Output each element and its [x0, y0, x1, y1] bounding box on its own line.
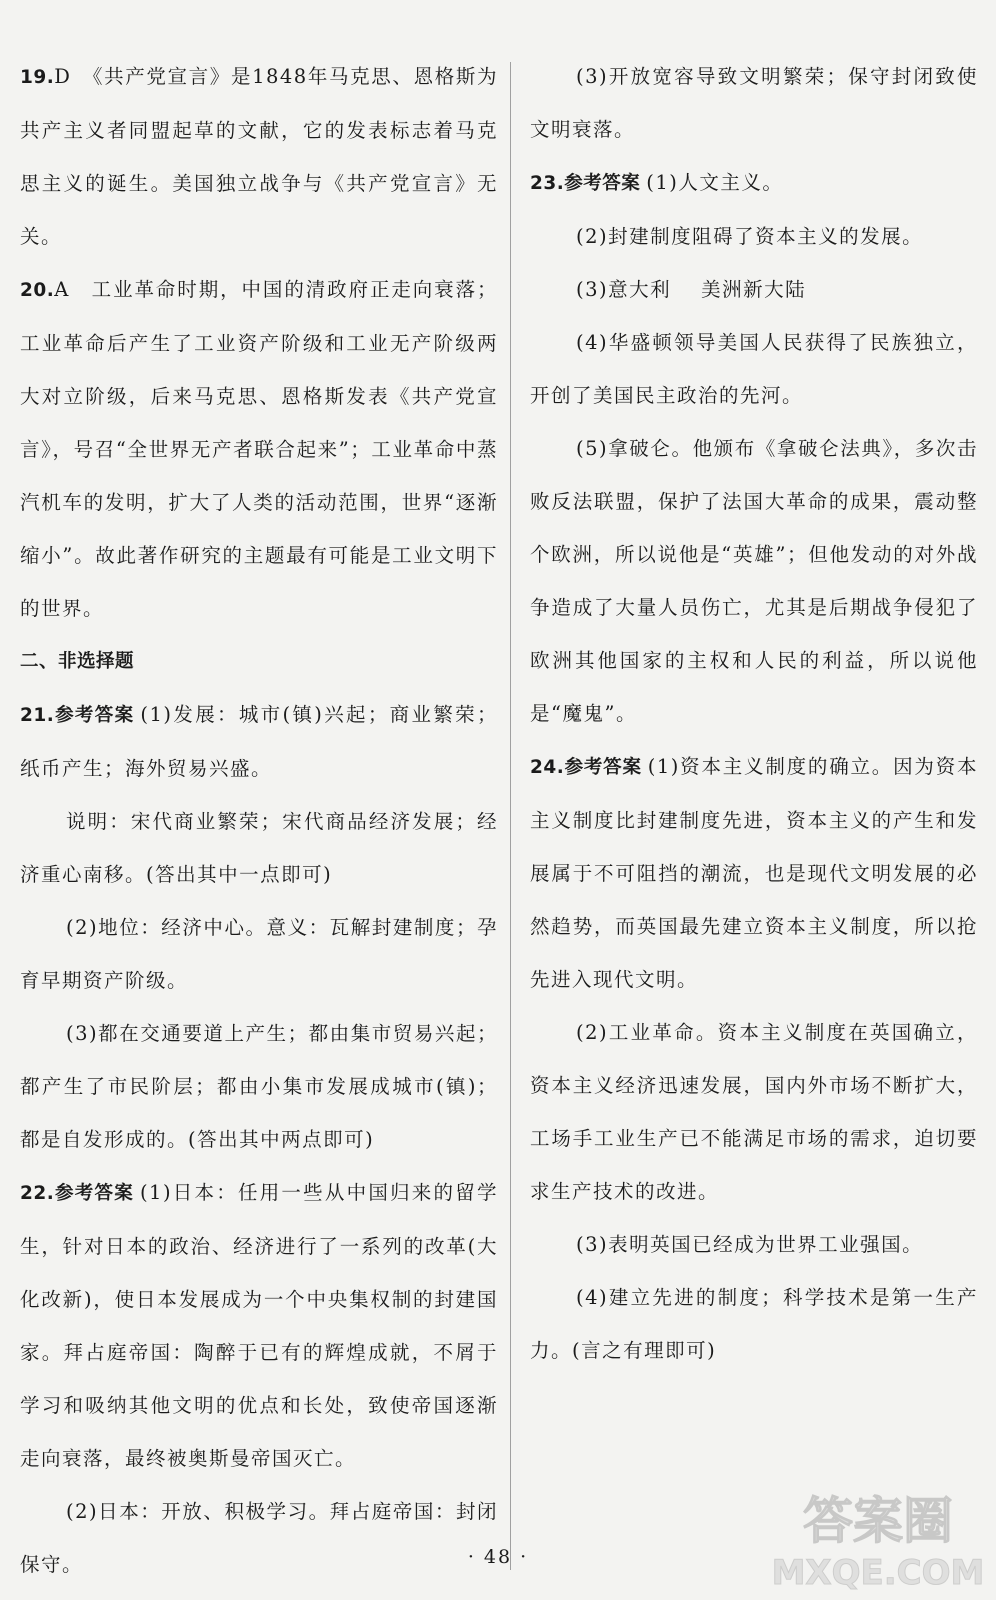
q22-part2: (2)日本：开放、积极学习。拜占庭帝国：封闭保守。	[20, 1500, 498, 1576]
q24-part3: (3)表明英国已经成为世界工业强国。	[576, 1233, 924, 1256]
section-heading: 二、非选择题	[20, 651, 135, 672]
q19-number: 19.	[20, 67, 55, 88]
q21-answer-label: 参考答案	[54, 705, 135, 726]
q24-first	[530, 740, 978, 1006]
q23-part3-a: (3)意大利	[576, 278, 672, 301]
page-number: · 48 ·	[467, 1546, 529, 1568]
q20-number: 20.	[20, 280, 55, 301]
q24-answer-label: 参考答案	[564, 757, 642, 778]
q24-part4: (4)建立先进的制度；科学技术是第一生产力。(言之有理即可)	[530, 1286, 978, 1362]
q21-number: 21.	[20, 705, 55, 726]
q23-first	[530, 156, 978, 210]
q20	[20, 263, 498, 635]
q21-first-line	[20, 688, 498, 795]
left-column	[20, 50, 498, 1591]
q23-part1: (1)人文主义。	[646, 171, 784, 194]
q22-part3: (3)开放宽容导致文明繁荣；保守封闭致使文明衰落。	[530, 65, 978, 141]
q21-explain: 说明：宋代商业繁荣；宋代商品经济发展；经济重心南移。(答出其中一点即可)	[20, 810, 498, 886]
q24-number: 24.	[530, 757, 565, 778]
q23-answer-label: 参考答案	[564, 173, 641, 194]
q21-part3: (3)都在交通要道上产生；都由集市贸易兴起；都产生了市民阶层；都由小集市发展成城市(镇)；都是自发形成的。(答出其中两点即可)	[20, 1022, 498, 1151]
q22-number: 22.	[20, 1183, 55, 1204]
q22-first	[20, 1166, 498, 1485]
q23-part4: (4)华盛顿领导美国人民获得了民族独立，开创了美国民主政治的先河。	[530, 331, 978, 407]
q24-part2: (2)工业革命。资本主义制度在英国确立，资本主义经济迅速发展，国内外市场不断扩大，工场手工业生产已不能满足市场的需求，迫切要求生产技术的改进。	[530, 1021, 978, 1203]
watermark-logo	[768, 1480, 988, 1596]
q20-text: A 工业革命时期，中国的清政府正走向衰落；工业革命后产生了工业资产阶级和工业无产阶级两大对立阶级，后来马克思、恩格斯发表《共产党宣言》，号召“全世界无产者联合起来”；工业革命中蒸汽机车的发明，扩大了人类的活动范围，世界“逐渐缩小”。故此著作研究的主题最有可能是工业文明下的世界。	[20, 278, 498, 620]
right-column	[530, 50, 978, 1377]
q22-answer-label: 参考答案	[54, 1183, 134, 1204]
column-divider	[510, 62, 511, 1570]
q21-part1: (1)发展：城市(镇)兴起；商业繁荣；纸币产生；海外贸易兴盛。	[20, 703, 498, 780]
q19-text: D 《共产党宣言》是1848年马克思、恩格斯为共产主义者同盟起草的文献，它的发表标志着马克思主义的诞生。美国独立战争与《共产党宣言》无关。	[20, 65, 498, 248]
q24-part1: (1)资本主义制度的确立。因为资本主义制度比封建制度先进，资本主义的产生和发展属于不可阻挡的潮流，也是现代文明发展的必然趋势，而英国最先建立资本主义制度，所以抢先进入现代文明。	[530, 755, 978, 991]
q22-part1: (1)日本：任用一些从中国归来的留学生，针对日本的政治、经济进行了一系列的改革(大化改新)，使日本发展成为一个中央集权制的封建国家。拜占庭帝国：陶醉于已有的辉煌成就，不屑于学习和吸纳其他文明的优点和长处，致使帝国逐渐走向衰落，最终被奥斯曼帝国灭亡。	[20, 1181, 498, 1470]
q23-number: 23.	[530, 173, 565, 194]
q23-part3-b: 美洲新大陆	[701, 278, 807, 301]
q19	[20, 50, 498, 263]
watermark-url: MXQE.COM	[771, 1553, 985, 1593]
q23-part2: (2)封建制度阻碍了资本主义的发展。	[576, 225, 924, 248]
q23-part5: (5)拿破仑。他颁布《拿破仑法典》，多次击败反法联盟，保护了法国大革命的成果，震动整个欧洲，所以说他是“英雄”；但他发动的对外战争造成了大量人员伤亡，尤其是后期战争侵犯了欧洲其他国家的主权和人民的利益，所以说他是“魔鬼”。	[530, 437, 978, 725]
q23-part3	[530, 263, 978, 316]
q21-part2: (2)地位：经济中心。意义：瓦解封建制度；孕育早期资产阶级。	[20, 916, 498, 992]
watermark-text: 答案圈	[803, 1492, 953, 1550]
